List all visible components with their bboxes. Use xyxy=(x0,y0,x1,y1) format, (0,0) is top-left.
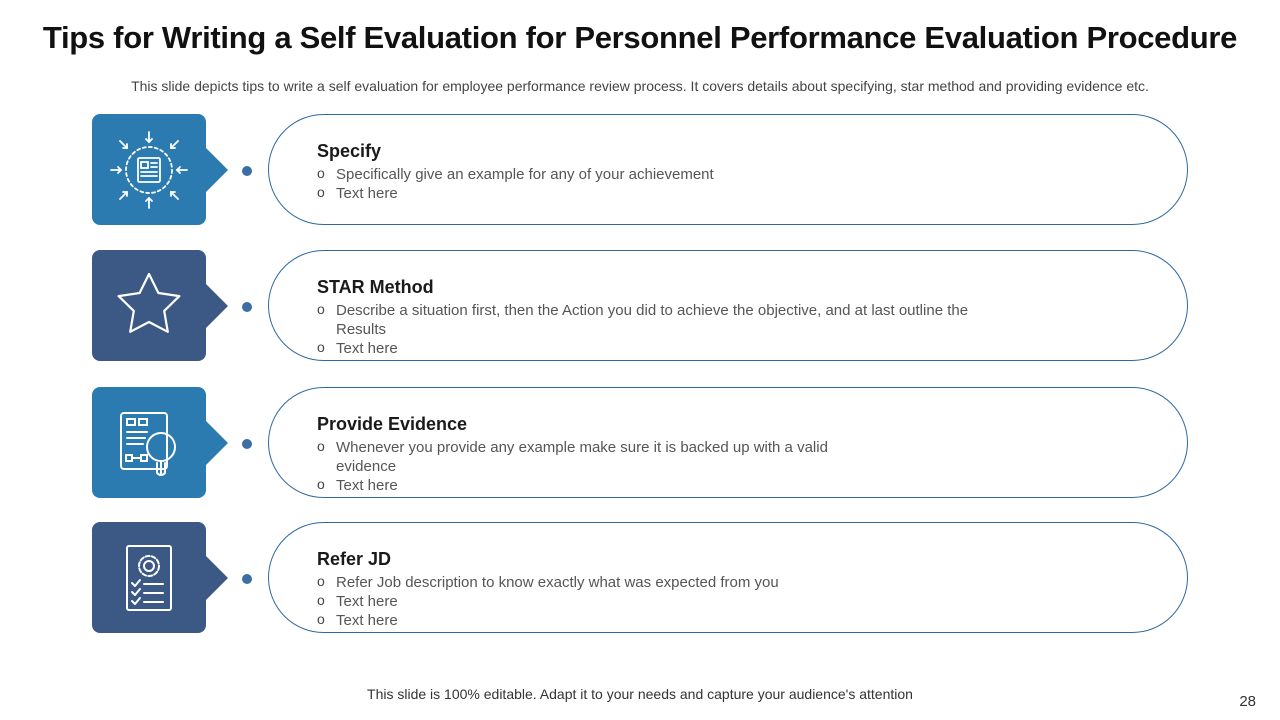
tip-bullet: o Text here xyxy=(317,184,1037,203)
connector-dot xyxy=(242,439,252,449)
tip-bullet: o Text here xyxy=(317,339,1037,358)
tip-icon-box xyxy=(92,250,206,361)
tip-title: Provide Evidence xyxy=(317,414,468,434)
tip-card xyxy=(268,522,1188,633)
star-icon xyxy=(109,266,189,346)
tip-bullet: o Refer Job description to know exactly what was expected from you xyxy=(317,573,1037,592)
tip-bullet: o Whenever you provide any example make sure it is backed up with a valid evidence xyxy=(317,438,876,476)
tip-icon-box xyxy=(92,522,206,633)
tip-icon-box xyxy=(92,387,206,498)
connector-dot xyxy=(242,166,252,176)
connector-dot xyxy=(242,302,252,312)
tip-bullet: o Text here xyxy=(317,611,1037,630)
tip-card xyxy=(268,387,1188,498)
tip-bullet: o Text here xyxy=(317,476,1037,495)
tip-card xyxy=(268,114,1188,225)
focus-document-icon xyxy=(103,124,195,216)
gear-checklist-icon xyxy=(107,536,191,620)
slide-footer: This slide is 100% editable. Adapt it to your needs and capture your audience's attention xyxy=(367,686,913,702)
tip-card xyxy=(268,250,1188,361)
tip-star-method xyxy=(92,250,1192,363)
tip-bullet: o Describe a situation first, then the Action you did to achieve the objective, and at last outline the Results xyxy=(317,301,996,339)
tip-refer-jd xyxy=(92,522,1192,635)
tip-bullet: o Text here xyxy=(317,592,1037,611)
tip-title: Specify xyxy=(317,141,382,161)
slide-title: Tips for Writing a Self Evaluation for Personnel Performance Evaluation Procedure xyxy=(42,20,1238,55)
connector-dot xyxy=(242,574,252,584)
tip-icon-box xyxy=(92,114,206,225)
tip-provide-evidence xyxy=(92,387,1192,500)
tip-bullet: o Specifically give an example for any of your achievement xyxy=(317,165,1037,184)
slide-subtitle: This slide depicts tips to write a self evaluation for employee performance review process. It covers details about specifying, star method and providing evidence etc. xyxy=(131,78,1149,94)
tip-title: Refer JD xyxy=(317,549,392,569)
page-number: 28 xyxy=(1239,693,1256,710)
tip-specify xyxy=(92,114,1192,227)
tip-title: STAR Method xyxy=(317,277,434,297)
document-magnifier-icon xyxy=(107,401,191,485)
